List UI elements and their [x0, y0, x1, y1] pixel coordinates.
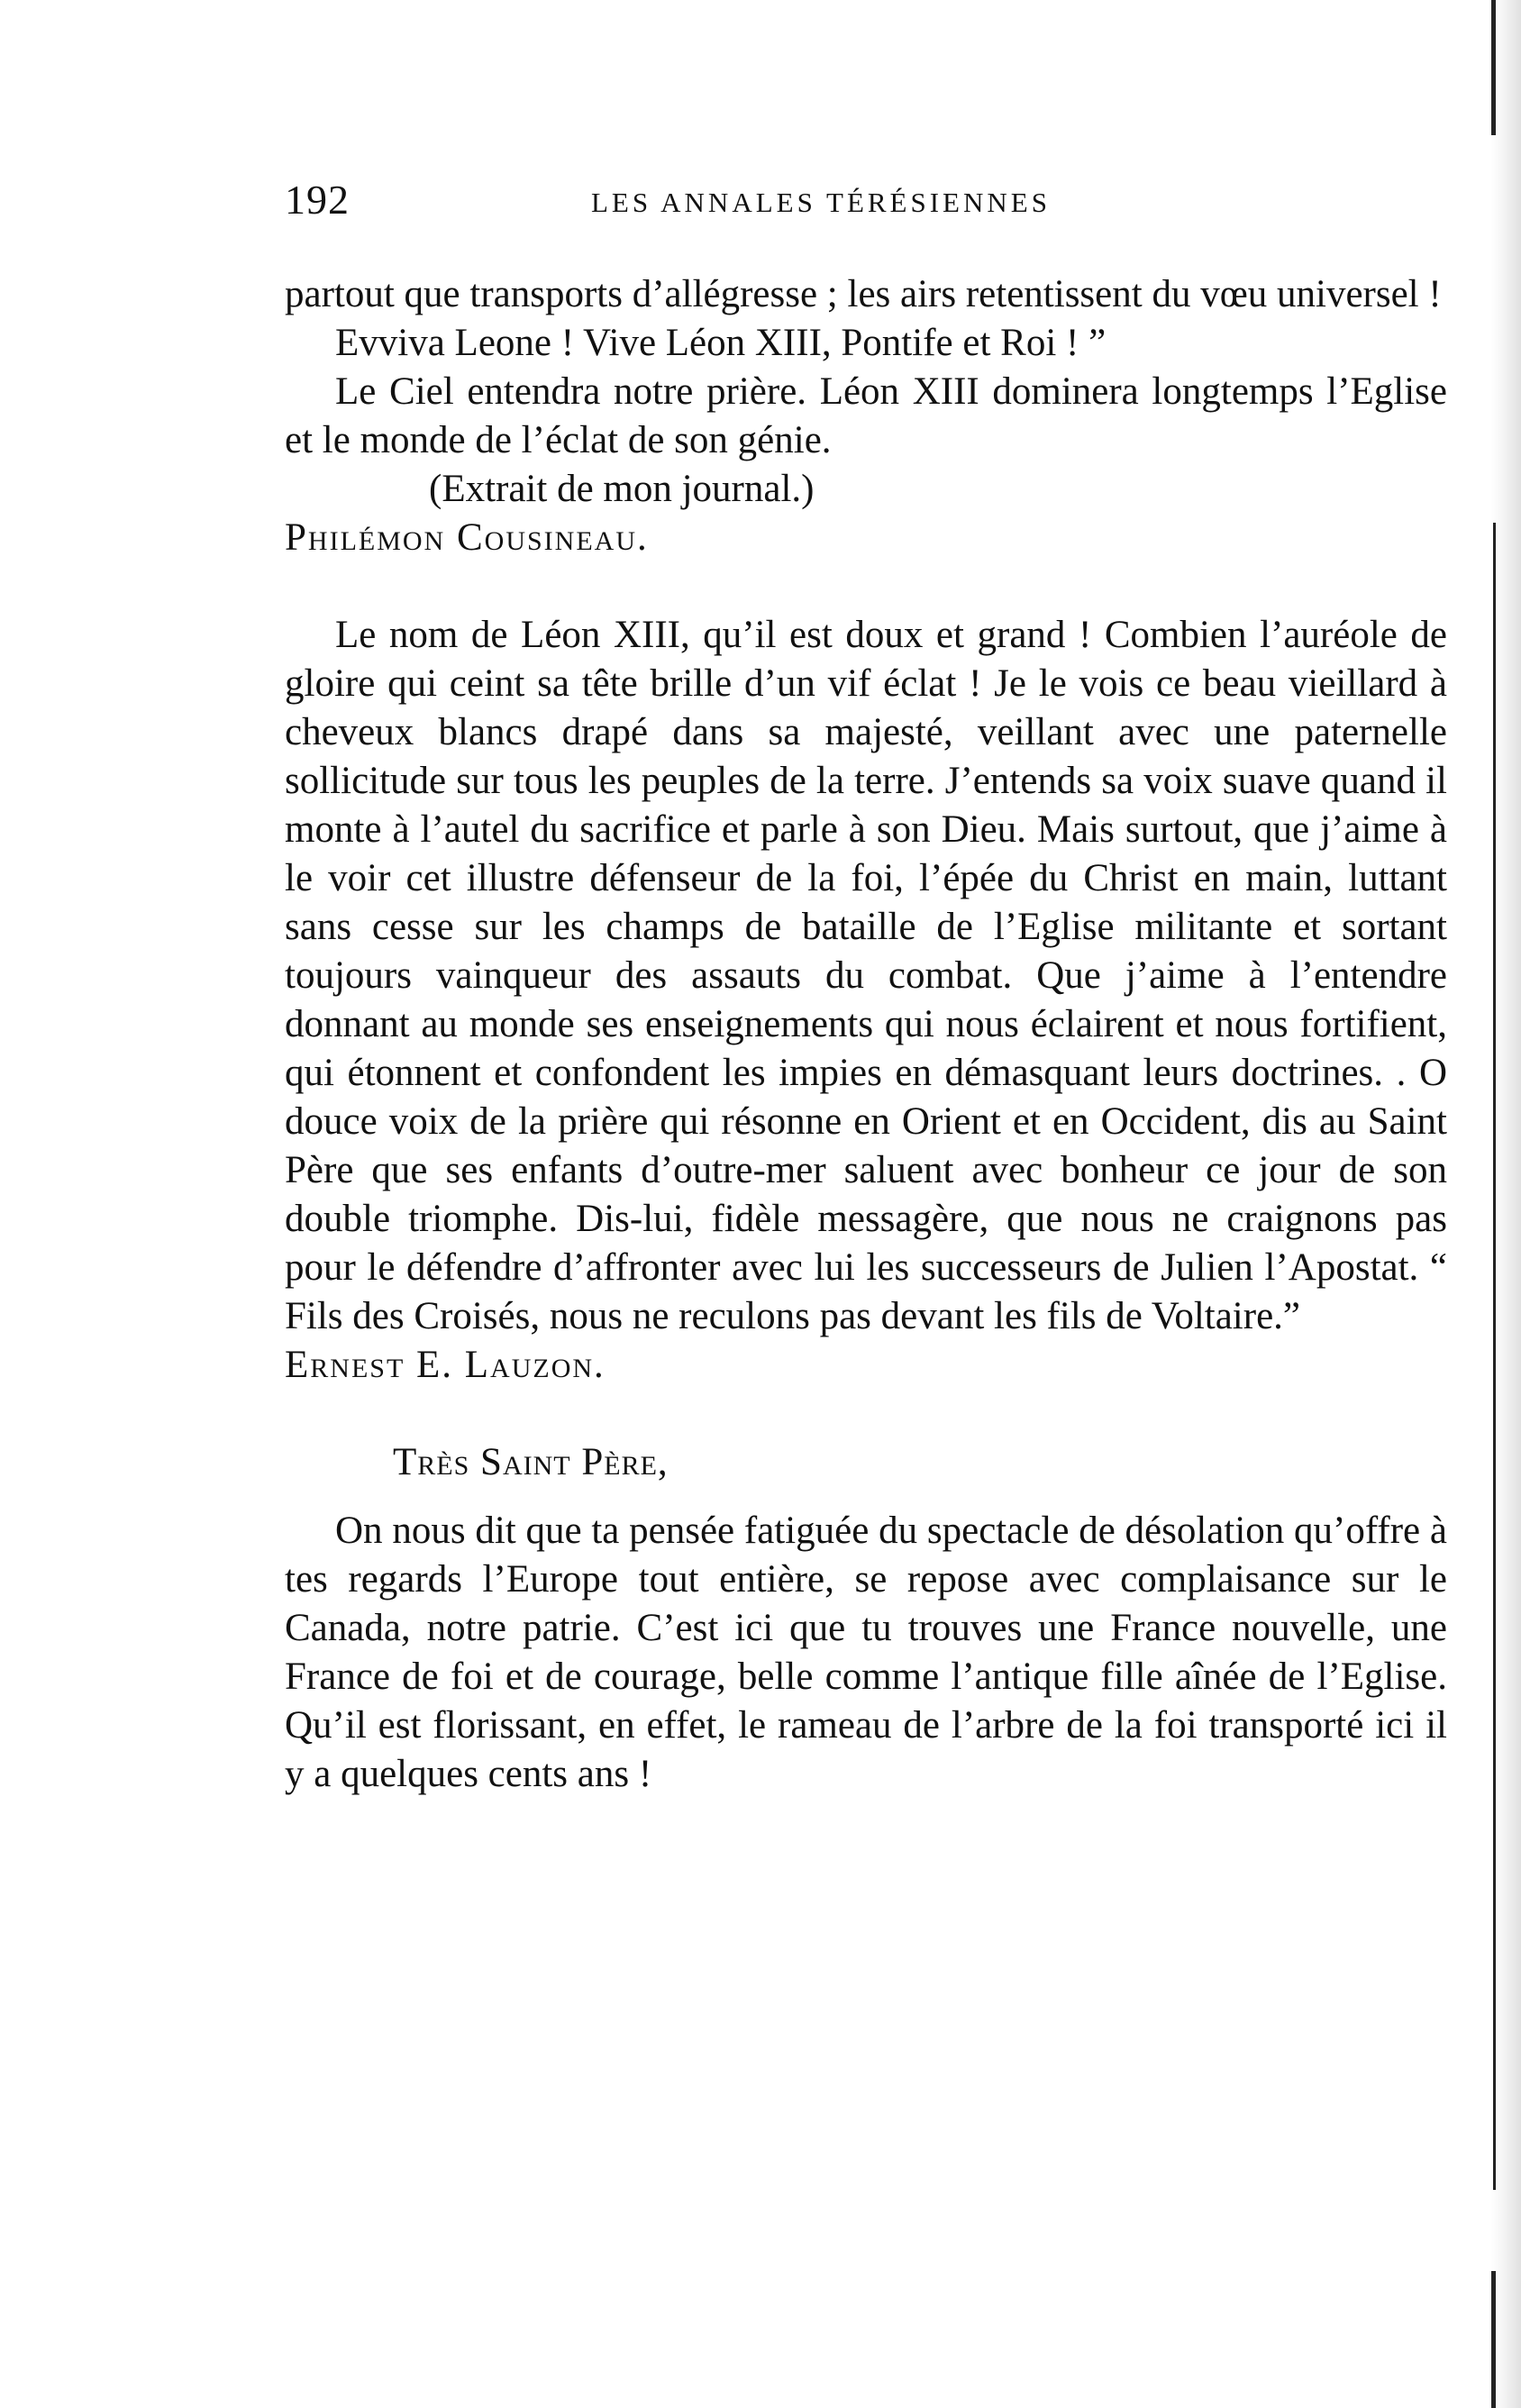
paragraph-continuation: partout que transports d’allégresse ; les airs retentissent du vœu universel ! [285, 273, 1442, 315]
salutation-gap [285, 1487, 1447, 1507]
paragraph-leon-xiii: Le nom de Léon XIII, qu’il est doux et grand ! Combien l’auréole de gloire qui ceint sa tête brille d’un vif éclat ! Je le vois ce beau vieillard à cheveux blancs drapé dans sa majesté, veillant avec une paternelle sollicitude sur tous les peuples de la terre. J’entends sa voix suave quand il monte à l’autel du sacrifice et parle à son Dieu. Mais surtout, que j’aime à le voir cet illustre défenseur de la foi, l’épée du Christ en main, luttant sans cesse sur les champs de bataille de l’Eglise militante et sortant toujours vainqueur des assauts du combat. Que j’aime à l’entendre donnant au monde ses enseignements qui nous éclairent et nous fortifient, qui étonnent et confondent les impies en démasquant leurs doctrines. . O douce voix de la prière qui résonne en Orient et en Occident, dis au Saint Père que ses enfants d’outre-mer saluent avec bonheur ce jour de son double triomphe. Dis-lui, fidèle messagère, que nous ne craignons pas pour le défendre d’affronter avec lui les successeurs de Julien l’Apostat. “ Fils des Croisés, nous ne reculons pas devant les fils de Voltaire.” [285, 614, 1447, 1337]
paragraph-canada: On nous dit que ta pensée fatiguée du spectacle de désolation qu’offre à tes regards l’Europe tout entière, se repose avec complaisance sur le Canada, notre patrie. C’est ici que tu trouves une France nouvelle, une France de foi et de courage, belle comme l’antique fille aînée de l’Eglise. Qu’il est florissant, en effet, le rameau de l’arbre de la foi transporté ici il y a quelques cents ans ! [285, 1510, 1447, 1795]
journal-note: (Extrait de mon journal.) [429, 468, 815, 510]
section-gap [285, 562, 1447, 611]
page-body [285, 270, 1447, 1799]
paragraph-acclamation: Evviva Leone ! Vive Léon XIII, Pontife et Roi ! ” [335, 322, 1107, 364]
page-edge-line [1493, 523, 1496, 2190]
signature-cousineau: Philémon Cousineau. [285, 516, 649, 559]
signature-lauzon: Ernest E. Lauzon. [285, 1344, 606, 1386]
page-edge-line [1491, 0, 1496, 135]
section-gap [285, 1390, 1447, 1438]
page-number: 192 [285, 177, 350, 223]
running-title: LES ANNALES TÉRÉSIENNES [591, 187, 1051, 218]
salutation: Très Saint Père, [393, 1441, 669, 1483]
paragraph-prayer: Le Ciel entendra notre prière. Léon XIII dominera longtemps l’Eglise et le monde de l’éclat de son génie. [285, 370, 1447, 461]
page-header [285, 176, 1456, 230]
page-edge-line [1491, 2271, 1496, 2408]
